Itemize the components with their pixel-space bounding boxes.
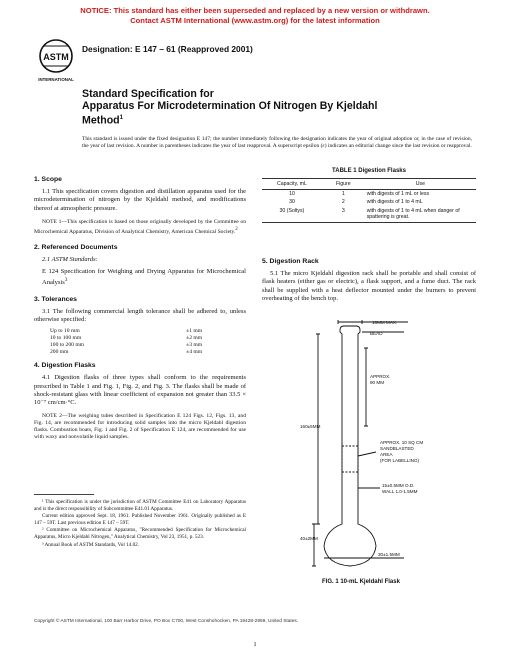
- figure-caption: FIG. 1 10-mL Kjeldahl Flask: [322, 579, 400, 585]
- refs-heading: 2. Referenced Documents: [34, 243, 118, 251]
- scope-note-ref: 2: [235, 226, 238, 232]
- logo-text: ASTM: [43, 52, 69, 62]
- scope-paragraph: 1.1 This specification covers digestion and distillation apparatus used for the microdetermination of nitrogen by the Kjeldahl method, and modifications thereof at atmospheric pressure.: [34, 188, 246, 212]
- tolerances-paragraph: 3.1 The following commercial length tolerance shall be adhered to, unless otherwise specified:: [34, 307, 246, 324]
- column-header: Capacity, mL: [262, 179, 322, 190]
- refs-item-ref: 3: [64, 277, 68, 284]
- cell-use: with digests of 1 mL or less: [366, 191, 430, 197]
- cell-capacity: 30 (Soltys): [262, 207, 322, 222]
- label-sand-3: AREA: [380, 452, 393, 457]
- cell-use: with digests of 1 to 4 mL: [366, 199, 423, 206]
- tolerance-range: 200 mm: [50, 349, 69, 356]
- title-footnote-ref: 1: [119, 115, 124, 121]
- tolerance-value: ±4 mm: [186, 349, 203, 356]
- label-wall: WALL 1.0-1.5MM: [382, 489, 418, 494]
- scope-heading: 1. Scope: [34, 176, 62, 183]
- label-bulb-length: 40±2MM: [300, 536, 318, 541]
- table-row: [262, 198, 476, 206]
- refs-paragraph: 2.1 ASTM Standards:: [42, 255, 98, 263]
- tolerance-value: ±1 mm: [186, 328, 203, 335]
- tolerance-range: Up to 10 mm: [50, 328, 80, 335]
- cell-figure: 3: [322, 207, 365, 222]
- footnote-divider: [34, 494, 94, 495]
- table-row: [50, 349, 250, 356]
- label-top-diameter: 18MM MAX.: [372, 320, 398, 325]
- table-row: [50, 335, 250, 342]
- flasks-paragraph: 4.1 Digestion flasks of three types shall conform to the requirements prescribed in Table 1 and Fig. 1, Fig. 2, and Fig. 3. The flasks shall be made of shock-resistant glass with linear coefficient of expansion not greater than 33.5 × 10⁻⁷ cm/cm·°C.: [34, 374, 246, 407]
- tolerance-value: ±3 mm: [186, 342, 203, 349]
- left-column: [34, 170, 246, 445]
- refs-item: E 124 Specification for Weighing and Drying Apparatus for Microchemical Analysis: [42, 268, 246, 287]
- label-outer-diameter: 15±0.5MM O.D.: [382, 483, 415, 488]
- cell-figure: 2: [341, 199, 345, 206]
- issuance-paragraph: This standard is issued under the fixed designation E 147; the number immediately following the designation indicates the year of original adoption or, in the case of revision, the year of last revision. A number in parentheses indicates the year of last reapproval. A superscript epsilon (ε) indicates an editorial change since the last revision or reapproval.: [82, 136, 472, 150]
- table-row: [50, 328, 250, 335]
- table1-title: TABLE 1 Digestion Flasks: [332, 168, 406, 174]
- rack-paragraph: 5.1 The micro Kjeldahl digestion rack shall be portable and shall consist of flask heaters (either gas or electric), a flask support, and a fume duct. The rack shall be supplied with a heat deflector mounted under the burners to prevent overheating of the bench top.: [262, 270, 476, 302]
- table-row: [262, 190, 476, 199]
- label-sand-2: SANDBLASTED: [380, 446, 414, 451]
- footnote: ¹ This specification is under the jurisdiction of ASTM Committee E41 on Laboratory Apparatus and is the direct responsibility of Subcommittee E41.01 Apparatus.: [34, 499, 246, 512]
- tolerances-heading: 3. Tolerances: [34, 295, 77, 303]
- tolerance-value: ±2 mm: [186, 335, 203, 342]
- cell-capacity: 10: [289, 191, 295, 197]
- notice-line-1: NOTICE: This standard has either been superseded and replaced by a new version or withdrawn.: [80, 6, 430, 15]
- title-line-3: Method: [82, 114, 120, 127]
- withdrawal-notice: [0, 6, 510, 26]
- table-row: [262, 207, 476, 222]
- page-number: 1: [253, 641, 257, 648]
- kjeldahl-flask-diagram: [300, 318, 490, 568]
- flasks-heading: 4. Digestion Flasks: [34, 362, 96, 370]
- copyright: Copyright © ASTM International, 100 Barr Harbor Drive, PO Box C700, West Conshohocken, PA 19428-2959, United States.: [34, 619, 299, 624]
- title-line-1: Standard Specification for: [82, 88, 214, 100]
- label-approx-value: 90 MM: [370, 380, 385, 385]
- right-column: [262, 252, 476, 307]
- footnote: Current edition approved Sept. 18, 1961. Published November 1961. Originally published as E 147 – 59T. Last previous edition E 147 – 59T.: [34, 513, 246, 526]
- cell-capacity: 30: [289, 199, 295, 206]
- column-header: Use: [365, 179, 476, 190]
- designation: Designation: E 147 – 61 (Reapproved 2001): [82, 44, 253, 54]
- label-sand-4: (FOR LABELLING): [380, 458, 420, 463]
- tolerance-range: 100 to 200 mm: [50, 342, 85, 349]
- label-approx: APPROX.: [370, 374, 391, 379]
- column-header: Figure: [322, 179, 365, 190]
- cell-use: with digests of 1 to 4 mL when danger of spattering is great.: [365, 207, 476, 222]
- label-sand-1: APPROX. 10 SQ CM: [380, 440, 424, 445]
- notice-line-2: Contact ASTM International (www.astm.org) for the latest information: [130, 16, 380, 25]
- scope-note: NOTE 1—This specification is based on those originally developed by the Committee on Microchemical Apparatus, Division of Analytical Chemistry, American Chemical Society.: [34, 218, 246, 235]
- cell-figure: 1: [341, 191, 345, 197]
- table-row: [50, 342, 250, 349]
- logo-subtext: INTERNATIONAL: [38, 77, 74, 82]
- label-bulb-width: 30±1.5MM: [378, 552, 400, 557]
- flasks-note: NOTE 2—The weighing tubes described in Specification E 124 Figs. 12, Figs. 13, and Fig. 14, are recommended for introducing solid samples into the micro Kjeldahl digestion flasks. Combustion boats, Fig. 1 and Fig. 2 of Specification E 124, are recommended for use with waxy and nonvolatile liquid samples.: [34, 413, 246, 441]
- rack-heading: 5. Digestion Rack: [262, 258, 319, 265]
- label-bead: BEAD: [370, 331, 383, 336]
- digestion-flasks-table: [262, 178, 476, 223]
- tolerance-range: 10 to 100 mm: [50, 335, 82, 342]
- footnote: ² Committee on Microchemical Apparatus, "Recommended Specification for Microchemical Apparatus, Micro Kjeldahl Nitrogen," Analytical Chemistry, Vol 23, 1951, p. 523.: [34, 527, 246, 540]
- document-title: [82, 88, 482, 127]
- title-line-2: Apparatus For Microdetermination Of Nitrogen By Kjeldahl: [82, 100, 378, 112]
- astm-logo-icon: [38, 38, 74, 84]
- label-neck-length: 160±5MM: [300, 424, 321, 429]
- table-header-row: [262, 179, 476, 190]
- footnote: ³ Annual Book of ASTM Standards, Vol 14.02.: [42, 541, 140, 548]
- footnotes: [34, 494, 246, 549]
- tolerance-table: [50, 328, 250, 356]
